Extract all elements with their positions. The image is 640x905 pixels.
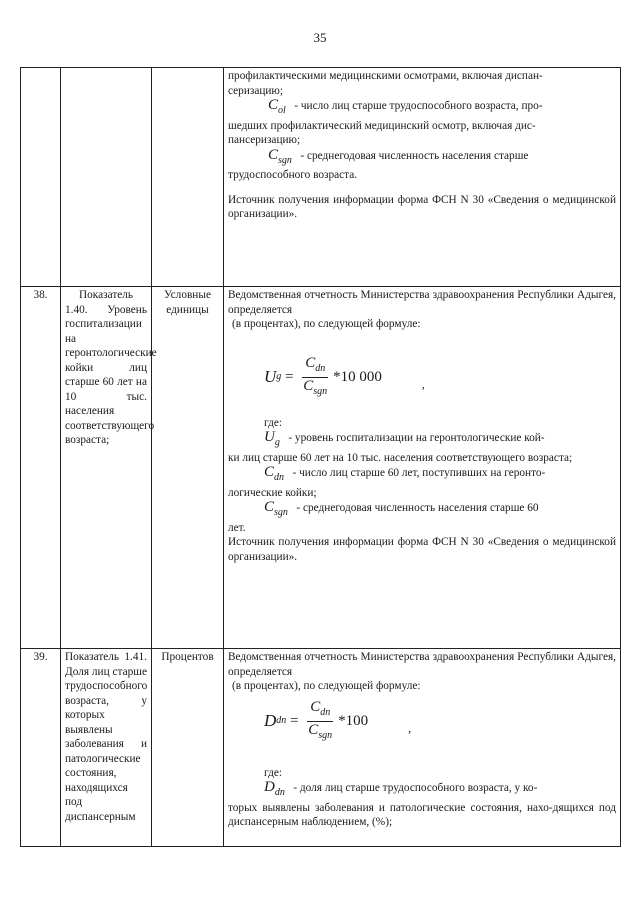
source-text: Источник получения информации форма ФСН N 30 «Сведения о медицинской организации». (228, 193, 616, 220)
cell-name: Показатель 1.41. Доля лиц старше трудоспособного возраста, у которых выявлены заболевания и патологические состояния, находящихся под диспансерным (61, 649, 152, 847)
formula-fraction: $\frac{C_{dn}}{C_{sgn}}$ (308, 698, 333, 741)
desc-line: профилактическими медицинскими осмотрами, включая диспан- (228, 70, 543, 82)
definition-c-sgn: $C_{sgn}$ - среднегодовая численность населения старше (268, 146, 529, 166)
definition-c-dn: $C_{dn}$ - число лиц старше 60 лет, поступивших на геронто- (264, 464, 546, 483)
symbol-u-g: $U_g$ (264, 429, 280, 448)
cell-description (224, 649, 621, 847)
cell-unit: Условные единицы (152, 287, 224, 649)
desc-line: шедших профилактический медицинский осмотр, включая дис- (228, 119, 536, 132)
desc-line: Ведомственная отчетность Министерства здравоохранения Республики Адыгея, определяется (228, 289, 616, 316)
cell-name (61, 68, 152, 287)
indicator-table (20, 67, 621, 847)
definition-d-dn: $D_{dn}$ - доля лиц старше трудоспособного возраста, у ко- (264, 779, 538, 798)
cell-unit: Процентов (152, 649, 224, 847)
cell-number (21, 68, 61, 287)
desc-line: (в процентах), по следующей формуле: (232, 318, 421, 330)
table-row-continued (21, 68, 621, 287)
desc-line: торых выявлены заболевания и патологические состояния, нахо-дящихся под диспансерным наблюдением, (%); (228, 801, 616, 828)
symbol-c-sgn: $C_{sgn}$ (264, 499, 288, 518)
page-number: 35 (313, 30, 327, 45)
where-label: где: (264, 416, 282, 429)
desc-line: логические койки; (228, 486, 317, 499)
symbol-c-sgn: $C_{sgn}$ (268, 146, 292, 166)
desc-line: Ведомственная отчетность Министерства здравоохранения Республики Адыгея, определяется (228, 651, 616, 678)
formula-fraction: $\frac{C_{dn}}{C_{sgn}}$ (303, 354, 328, 397)
cell-number: 38. (21, 287, 61, 649)
symbol-c-ol: $C_{ol}$ (268, 97, 286, 116)
cell-name: Показатель 1.40. Уровень госпитализации на геронтологические койки лиц старше 60 лет на 10 тыс. населения соответствующего возраста; (61, 287, 152, 649)
cell-number: 39. (21, 649, 61, 847)
source-text: Источник получения информации форма ФСН N 30 «Сведения о медицинской организации». (228, 536, 616, 563)
where-label: где: (264, 766, 282, 779)
cell-unit (152, 68, 224, 287)
table-row-38 (21, 287, 621, 649)
desc-line: серизацию; (228, 84, 284, 97)
cell-description (224, 287, 621, 649)
desc-line: пансеризацию; (228, 134, 301, 146)
definition-c-sgn: $C_{sgn}$ - среднегодовая численность населения старше 60 (264, 499, 539, 518)
cell-description (224, 68, 621, 287)
desc-line: трудоспособного возраста. (228, 169, 358, 181)
definition-c-ol: $C_{ol}$ - число лиц старше трудоспособного возраста, про- (268, 97, 543, 116)
table-row-39 (21, 649, 621, 847)
desc-line: ки лиц старше 60 лет на 10 тыс. населения соответствующего возраста; (228, 451, 573, 464)
desc-line: (в процентах), по следующей формуле: (232, 680, 421, 692)
desc-line: лет. (228, 521, 246, 534)
symbol-c-dn: $C_{dn}$ (264, 464, 285, 483)
formula-u-g: U g = $\frac{C_{dn}}{C_{sgn}}$ *10 000 , (264, 356, 616, 400)
definition-u-g: $U_g$ - уровень госпитализации на геронтологические кой- (264, 429, 545, 448)
symbol-d-dn: $D_{dn}$ (264, 779, 285, 798)
formula-d-dn: D dn = $\frac{C_{dn}}{C_{sgn}}$ *100 , (264, 700, 616, 744)
